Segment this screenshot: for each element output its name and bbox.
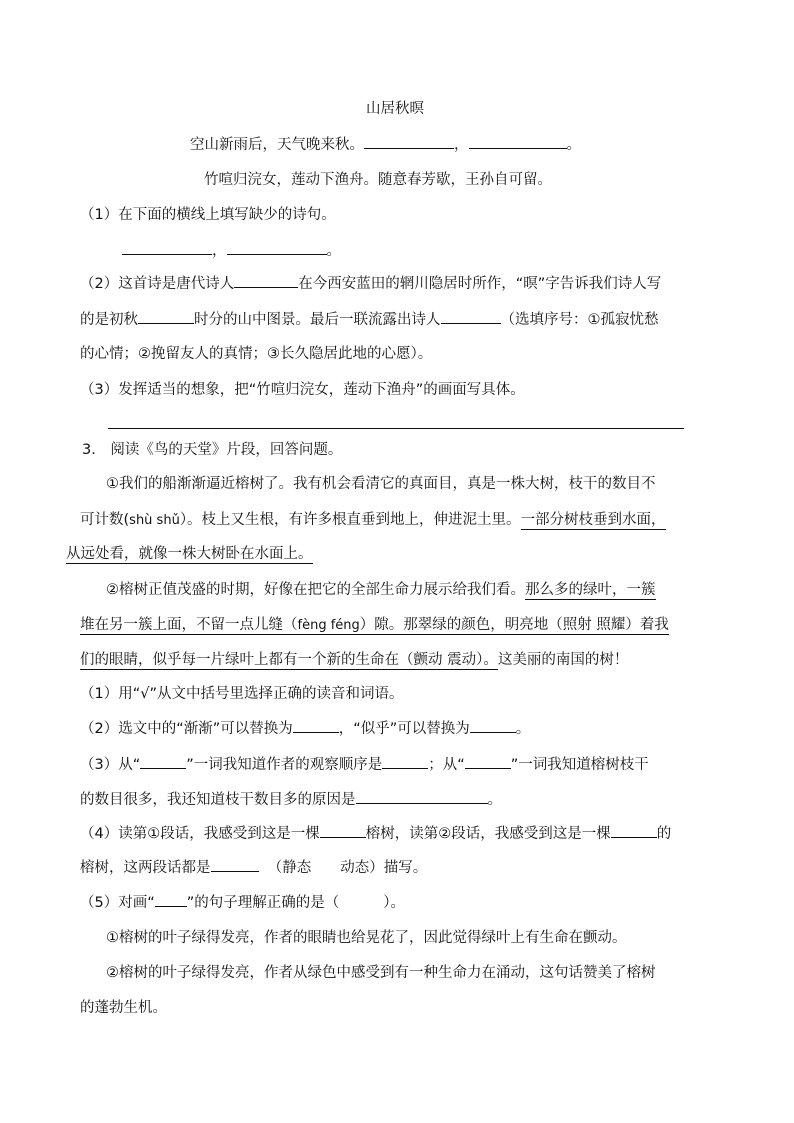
q-text: （4）读第①段话，我感受到这是一棵 bbox=[80, 826, 320, 842]
p2-text-b: 这美丽的南国的树！ bbox=[497, 652, 629, 668]
q-text: 的 bbox=[656, 826, 672, 842]
q2-text-c: 的是初秋 bbox=[80, 312, 138, 328]
feeling-blank[interactable] bbox=[441, 309, 501, 324]
q2-text-a: （2）这首诗是唐代诗人 bbox=[80, 276, 235, 292]
answer-line[interactable] bbox=[108, 428, 684, 429]
poem-period: 。 bbox=[566, 137, 581, 153]
question-s3-3-line-1 bbox=[80, 754, 649, 775]
passage-2-line-1 bbox=[106, 580, 656, 600]
option-2-line-2: 的蓬勃生机。 bbox=[80, 1000, 167, 1016]
option-1: ①榕树的叶子绿得发亮，作者的眼睛也给晃花了，因此觉得绿叶上有生命在颤动。 bbox=[106, 930, 627, 946]
underlined-sentence-2c: 们的眼睛，似乎每一片绿叶上都有一个新的生命在（颤动 震动）。 bbox=[80, 652, 498, 668]
pinyin-choice-1: shù shǔ bbox=[129, 513, 180, 528]
section-3-heading: 3. 阅读《鸟的天堂》片段，回答问题。 bbox=[82, 442, 343, 458]
option-2-line-1: ②榕树的叶子绿得发亮，作者从绿色中感受到有一种生命力在涌动，这句话赞美了榕树 bbox=[106, 965, 656, 981]
question-2-line-1 bbox=[80, 273, 661, 294]
question-s3-2 bbox=[80, 718, 530, 739]
description-blank[interactable] bbox=[211, 857, 259, 872]
question-s3-5 bbox=[80, 892, 405, 913]
q-text: ；从“ bbox=[428, 757, 465, 773]
tree-blank-2[interactable] bbox=[611, 823, 657, 838]
p2-ul-text-b: ）隙。那翠绿的颜色，明亮地（照射 照耀）着我 bbox=[359, 617, 669, 633]
poem-line-1-text: 空山新雨后，天气晚来秋。 bbox=[190, 137, 364, 153]
question-s3-4-line-1 bbox=[80, 823, 671, 844]
q-text: （5）对画“ bbox=[80, 895, 155, 911]
q2-text-e: （选填序号：①孤寂忧愁 bbox=[500, 312, 659, 328]
p1-text-b: ）。枝上又生根，有许多根直垂到地上，伸进泥土里。 bbox=[179, 512, 521, 528]
tree-blank-1[interactable] bbox=[320, 823, 366, 838]
q-text: 榕树，读第②段话，我感受到这是一棵 bbox=[365, 826, 611, 842]
question-3-prompt: （3）发挥适当的想象，把“竹喧归浣女，莲动下渔舟”的画面写具体。 bbox=[80, 382, 525, 398]
passage-1-line-3 bbox=[66, 544, 313, 564]
synonym-blank-2[interactable] bbox=[470, 718, 516, 733]
passage-1-line-2 bbox=[80, 510, 666, 531]
word-blank-2[interactable] bbox=[465, 754, 511, 769]
pinyin-choice-2: fèng féng bbox=[297, 618, 360, 633]
poem-comma: ， bbox=[454, 137, 469, 153]
q-text: 的数目很多，我还知道枝干数目多的原因是 bbox=[80, 792, 356, 808]
q-text: ”一词我知道作者的观察顺序是 bbox=[186, 757, 383, 773]
comma: ， bbox=[212, 243, 227, 259]
underlined-sentence-2a: 那么多的绿叶，一簇 bbox=[525, 582, 656, 598]
poem-blank-1[interactable] bbox=[364, 134, 454, 149]
q2-text-d: 时分的山中图景。最后一联流露出诗人 bbox=[194, 312, 441, 328]
passage-2-line-3 bbox=[80, 650, 628, 670]
answer-blank-1[interactable] bbox=[122, 240, 212, 255]
question-1-prompt: （1）在下面的横线上填写缺少的诗句。 bbox=[80, 207, 336, 223]
passage-1-line-1: ①我们的船渐渐逼近榕树了。我有机会看清它的真面目，真是一株大树，枝干的数目不 bbox=[106, 476, 656, 492]
q-text: 。 bbox=[515, 721, 531, 737]
question-2-line-3: 的心情；②挽留友人的真情；③长久隐居此地的心愿）。 bbox=[80, 346, 433, 362]
q-text: ，“似乎”可以替换为 bbox=[338, 721, 470, 737]
question-s3-1: （1）用“√”从文中括号里选择正确的读音和词语。 bbox=[80, 686, 404, 702]
q-text: 。 bbox=[487, 792, 502, 808]
passage-2-line-2 bbox=[80, 615, 669, 636]
answer-blank-2[interactable] bbox=[227, 240, 327, 255]
q-text: 榕树，这两段话都是 bbox=[80, 860, 211, 876]
underlined-sentence-2b bbox=[80, 617, 669, 635]
q-text: （3）从“ bbox=[80, 757, 141, 773]
q2-text-b: 在今西安蓝田的辋川隐居时所作，“暝”字告诉我们诗人写 bbox=[298, 276, 662, 292]
poem-line-2: 竹喧归浣女，莲动下渔舟。随意春芳歇，王孙自可留。 bbox=[204, 172, 552, 188]
poem-line-1 bbox=[190, 134, 581, 155]
p1-text-a: 可计数( bbox=[80, 512, 130, 528]
reason-blank[interactable] bbox=[356, 789, 488, 804]
poem-title: 山居秋暝 bbox=[366, 101, 424, 117]
period: 。 bbox=[326, 243, 341, 259]
word-blank-1[interactable] bbox=[140, 754, 186, 769]
poet-blank[interactable] bbox=[234, 273, 298, 288]
q-text: ”一词我知道榕树枝干 bbox=[510, 757, 649, 773]
p2-ul-text-a: 堆在另一簇上面，不留一点儿缝（ bbox=[80, 617, 298, 633]
q-text: ）。 bbox=[383, 895, 406, 911]
q-text: （2）选文中的“渐渐”可以替换为 bbox=[80, 721, 293, 737]
poem-blank-2[interactable] bbox=[469, 134, 567, 149]
underline-sample bbox=[155, 892, 187, 907]
underlined-sentence-1a: 一部分树枝垂到水面， bbox=[520, 512, 666, 528]
question-1-answer-line bbox=[122, 240, 341, 261]
time-blank[interactable] bbox=[138, 309, 194, 324]
q-text: （静态 动态）描写。 bbox=[267, 860, 428, 876]
underlined-sentence-1b: 从远处看，就像一株大树卧在水面上。 bbox=[66, 546, 313, 562]
question-s3-4-line-2 bbox=[80, 857, 427, 878]
order-blank[interactable] bbox=[382, 754, 428, 769]
p2-text-a: ②榕树正值茂盛的时期，好像在把它的全部生命力展示给我们看。 bbox=[106, 582, 525, 598]
question-2-line-2 bbox=[80, 309, 659, 330]
q-text: ”的句子理解正确的是（ bbox=[186, 895, 340, 911]
synonym-blank-1[interactable] bbox=[293, 718, 339, 733]
question-s3-3-line-2 bbox=[80, 789, 502, 810]
